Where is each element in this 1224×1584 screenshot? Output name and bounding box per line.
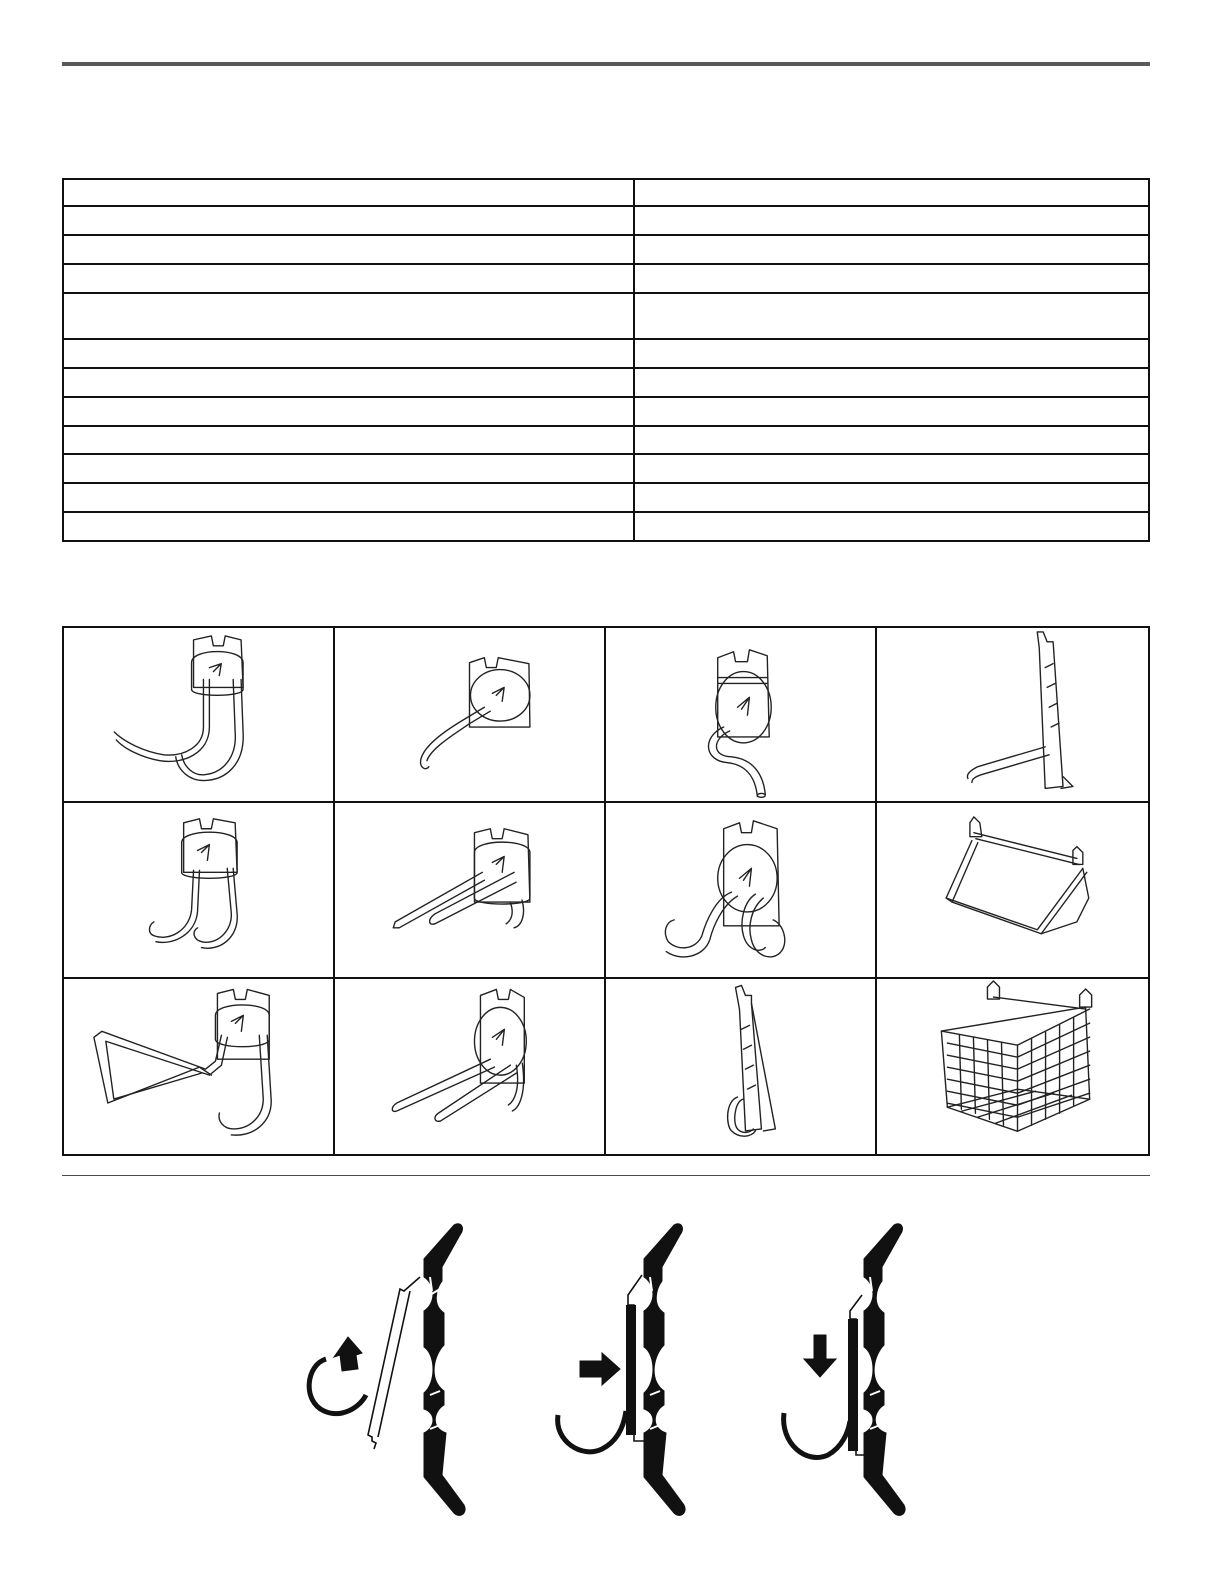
spec-cell-left bbox=[63, 454, 634, 483]
small-double-hook-icon bbox=[64, 803, 333, 976]
spec-row bbox=[63, 235, 1149, 264]
spec-cell-left bbox=[63, 206, 634, 235]
accessory-cell-7 bbox=[606, 803, 877, 978]
single-utility-hook-icon bbox=[335, 628, 604, 801]
specification-table bbox=[62, 178, 1150, 542]
header-rule bbox=[62, 62, 1150, 66]
spec-cell-left bbox=[63, 235, 634, 264]
spec-row bbox=[63, 397, 1149, 426]
vertical-tool-hook-icon bbox=[877, 628, 1148, 801]
accessory-cell-10 bbox=[335, 979, 606, 1154]
spec-cell-right bbox=[634, 426, 1149, 454]
spec-row bbox=[63, 483, 1149, 512]
spec-row bbox=[63, 206, 1149, 235]
section-rule bbox=[62, 1175, 1150, 1176]
spec-cell-left bbox=[63, 368, 634, 397]
spec-cell-right bbox=[634, 512, 1149, 541]
spec-cell-left bbox=[63, 339, 634, 368]
accessory-grid bbox=[62, 626, 1150, 1156]
long-double-prong-hook-icon bbox=[335, 979, 604, 1154]
accessory-cell-8 bbox=[877, 803, 1148, 978]
spec-cell-right bbox=[634, 264, 1149, 293]
spec-cell-left bbox=[63, 179, 634, 206]
accessory-cell-5 bbox=[64, 803, 335, 978]
accessory-cell-12 bbox=[877, 979, 1148, 1154]
spec-cell-right bbox=[634, 483, 1149, 512]
spec-cell-left bbox=[63, 397, 634, 426]
accessory-cell-2 bbox=[335, 628, 606, 803]
spec-cell-right bbox=[634, 454, 1149, 483]
accessory-cell-1 bbox=[64, 628, 335, 803]
spec-cell-right bbox=[634, 368, 1149, 397]
spec-row bbox=[63, 426, 1149, 454]
spec-row bbox=[63, 512, 1149, 541]
push-hook-against-panel-icon bbox=[510, 1215, 710, 1520]
installation-steps bbox=[290, 1215, 930, 1520]
spec-cell-right bbox=[634, 293, 1149, 339]
spec-cell-left bbox=[63, 512, 634, 541]
spec-cell-right bbox=[634, 206, 1149, 235]
spec-row bbox=[63, 293, 1149, 339]
spec-cell-right bbox=[634, 339, 1149, 368]
spec-cell-left bbox=[63, 264, 634, 293]
slide-hook-down-icon bbox=[730, 1215, 930, 1520]
accessory-cell-4 bbox=[877, 628, 1148, 803]
double-prong-hook-icon bbox=[335, 803, 604, 976]
tilt-hook-into-slot-icon bbox=[290, 1215, 490, 1520]
down-arrow-icon bbox=[804, 1335, 836, 1377]
spec-cell-left bbox=[63, 293, 634, 339]
accessory-cell-11 bbox=[606, 979, 877, 1154]
spec-cell-left bbox=[63, 483, 634, 512]
spec-row bbox=[63, 454, 1149, 483]
spec-row bbox=[63, 368, 1149, 397]
accessory-cell-6 bbox=[335, 803, 606, 978]
spec-cell-left bbox=[63, 426, 634, 454]
wire-shelf-icon bbox=[877, 803, 1148, 976]
accessory-cell-9 bbox=[64, 979, 335, 1154]
spec-row bbox=[63, 179, 1149, 206]
spec-cell-right bbox=[634, 397, 1149, 426]
spec-cell-right bbox=[634, 235, 1149, 264]
spec-row bbox=[63, 339, 1149, 368]
right-arrow-icon bbox=[580, 1353, 620, 1385]
up-right-arrow-icon bbox=[334, 1337, 362, 1371]
vertical-j-hook-icon bbox=[606, 979, 875, 1154]
accessory-cell-3 bbox=[606, 628, 877, 803]
spec-row bbox=[63, 264, 1149, 293]
double-utility-hook-icon bbox=[64, 628, 333, 801]
hose-hanger-icon bbox=[64, 979, 333, 1154]
s-hook-icon bbox=[606, 628, 875, 801]
large-double-hook-icon bbox=[606, 803, 875, 976]
wire-basket-icon bbox=[877, 979, 1148, 1154]
spec-cell-right bbox=[634, 179, 1149, 206]
